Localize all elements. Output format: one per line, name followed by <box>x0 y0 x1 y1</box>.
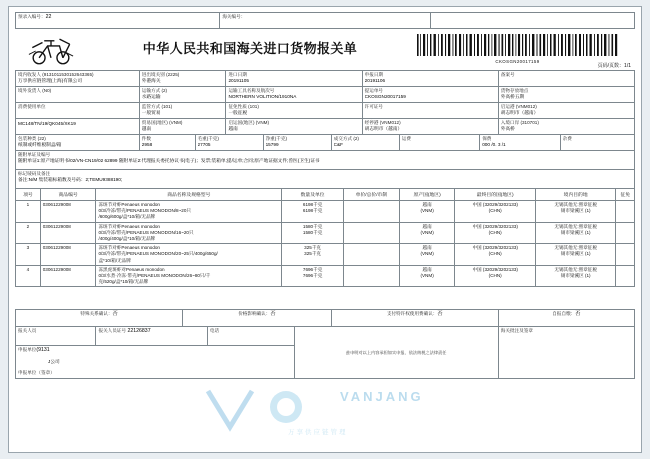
label-transport-mode: 运输方式 <box>141 88 161 93</box>
label-self-declaration: 自报自缴： <box>552 311 576 317</box>
cell-origin-country: 越南 (VNM) <box>399 265 455 287</box>
field-entry-port <box>498 119 634 135</box>
value-domestic-consignee-code: (9131011530152643365) <box>42 72 94 77</box>
label-royalty-payment: 支付特许权使用费确认： <box>386 311 438 317</box>
cell-goods-name: 冻斑节对虾Penaeus monodon 0/3/冷冻/带壳/PENAEUS MONODON/20~25只/400g/650g/ 盒*10/箱/无品牌 <box>96 244 282 266</box>
field-departure-port <box>498 103 634 119</box>
cell-price-currency <box>344 265 400 287</box>
prerecord-no-value: 22 <box>45 14 52 20</box>
label-trade-country: 贸易国(地区) <box>141 120 168 125</box>
barcode <box>415 34 620 64</box>
value-domestic-consignee-name: 万享供应链管理(上海)有限公司 <box>18 78 83 84</box>
cell-levy-exemption <box>616 222 635 244</box>
field-overseas-consignor <box>16 87 140 103</box>
value-customs-district-name: 外港海关 <box>141 78 161 84</box>
field-package-count <box>139 135 195 151</box>
label-insurance: 保费 <box>482 136 492 141</box>
field-record-no <box>498 71 634 87</box>
cell-hs-code: 03061229008 <box>40 222 96 244</box>
label-declare-unit-seal: 申报单位（签章） <box>18 369 55 375</box>
value-transport-mode-name: 水路运输 <box>141 94 161 100</box>
field-domestic-consignee <box>16 71 140 87</box>
cell-goods-name: 冻斑节对虾Penaeus monodon 0/3/冷冻/带壳/PENAEUS MONODON/8~20只 /600g/600g/盒*10/箱/无品牌 <box>96 201 282 223</box>
field-trade-country <box>139 119 226 135</box>
cell-final-dest-country: 中国 (32029/3202133) (CHN) <box>455 265 535 287</box>
label-package-count: 件数 <box>141 136 151 141</box>
weight-row <box>16 135 635 151</box>
cell-domestic-dest: 无锡其他无:照章征税 锡市梁溪区 (1) <box>535 222 615 244</box>
field-declare-date <box>362 71 498 87</box>
prerecord-no-label: 预录入编号： <box>18 14 46 19</box>
col-levy-exemption: 征免 <box>616 189 635 201</box>
top-reference-row <box>15 12 635 29</box>
cell-domestic-dest: 无锡其他无:照章征税 锡市梁溪区 (1) <box>535 265 615 287</box>
value-transport-mode-code: (2) <box>161 88 168 93</box>
label-levy-exemption: 征免性质 <box>228 104 247 109</box>
label-declarant-id: 报关人员证号 <box>98 328 127 334</box>
form-header <box>15 30 635 70</box>
label-marks-remarks: 标记唛码及备注 <box>18 171 51 176</box>
label-customs-district: 进出境关别 <box>141 72 165 77</box>
label-bill-of-lading: 提运单号 <box>364 88 384 93</box>
value-self-declaration: 否 <box>575 311 581 318</box>
label-departure-port: 启运港 <box>500 104 515 109</box>
value-entry-port-code: (310701) <box>520 120 539 125</box>
field-vessel-voyage <box>226 87 362 103</box>
cell-hs-code: 03061229008 <box>40 201 96 223</box>
value-company-name: J公司 <box>48 358 60 364</box>
field-transit-port <box>362 119 498 135</box>
company-watermark <box>190 381 490 437</box>
label-gross-weight: 毛重(千克) <box>197 136 219 141</box>
value-transit-port-code: (VNM012) <box>379 120 401 125</box>
value-net-weight: 15799 <box>265 142 279 148</box>
field-insurance <box>480 135 560 151</box>
label-package-type: 包装种类 <box>18 136 37 141</box>
col-domestic-dest: 境内目的地 <box>535 189 615 201</box>
label-deal-method: 成交方式 <box>333 136 353 141</box>
cell-goods-name: 冻黑虎斑虾对Penaeus monodon 0/3/水煮·冷冻·带壳/PENAEUS MONODON/26~80只/千 克/520g/盒*10/箱/无品牌 <box>96 265 282 287</box>
label-storage-location: 货物存放地点 <box>500 88 529 93</box>
value-vessel-voyage: NORTHERN VOLITION/1910NA <box>228 94 297 100</box>
value-declare-unit: (9131 <box>36 347 50 354</box>
value-declarant-id: 22126837 <box>127 328 151 335</box>
value-deal-method-name: C&F <box>333 142 344 148</box>
field-gross-weight <box>195 135 263 151</box>
label-vessel-voyage: 运输工具名称及航次号 <box>228 88 275 93</box>
cell-hs-code: 03061229008 <box>40 244 96 266</box>
value-marks-remarks: 备注:N/M 集装箱标箱数及号码：2;TEMU9388190; <box>18 177 123 183</box>
cell-quantity-unit: 6198千克 6198千克 <box>282 201 344 223</box>
value-declaration-statement: 兹申明对以上内容承担如实申报、依法纳税之法律责任 <box>345 349 447 355</box>
cell-quantity-unit: 1580千克 1580千克 <box>282 222 344 244</box>
col-item-no: 项号 <box>16 189 41 201</box>
table-row <box>16 244 635 266</box>
cell-origin-country: 越南 (VNM) <box>399 244 455 266</box>
cell-levy-exemption <box>616 244 635 266</box>
field-bill-of-lading <box>362 87 498 103</box>
value-package-type-code: (22) <box>37 136 46 141</box>
value-deal-method-code: (2) <box>353 136 359 141</box>
field-import-date <box>226 71 362 87</box>
field-row-2 <box>16 87 635 103</box>
signature-grid <box>15 326 635 379</box>
cell-origin-country: 越南 (VNM) <box>399 201 455 223</box>
field-royalty-payment <box>331 310 498 327</box>
table-row <box>16 222 635 244</box>
cell-origin-country: 越南 (VNM) <box>399 222 455 244</box>
label-misc-fee: 杂费 <box>562 136 572 141</box>
label-freight: 运费 <box>401 136 411 141</box>
field-supervision-mode <box>139 103 226 119</box>
cell-hs-code: 03061229008 <box>40 265 96 287</box>
field-package-type <box>16 135 140 151</box>
label-declare-unit: 申报单位 <box>18 347 37 353</box>
value-price-influence: 否 <box>270 311 276 318</box>
value-levy-exemption-name: 一般征税 <box>228 110 248 116</box>
cell-quantity-unit: 7696千克 7696千克 <box>282 265 344 287</box>
field-departure-country <box>226 119 362 135</box>
customs-no-label: 海关编号： <box>222 14 246 19</box>
label-consumer-unit: 消费使用单位 <box>18 104 46 109</box>
field-special-relationship <box>16 310 183 327</box>
col-origin-country: 原产国(地区) <box>399 189 455 201</box>
value-insurance: 000 /0. 3 /1 <box>482 142 506 148</box>
label-entry-port: 入境口岸 <box>500 120 520 125</box>
watermark-text: 万享供应链管理 <box>288 429 348 436</box>
header-fields-grid <box>15 70 635 135</box>
col-price-currency: 单价/总价/币制 <box>344 189 400 201</box>
watermark-brand: VANJANG <box>340 389 424 404</box>
value-supervision-mode-code: (101) <box>161 104 173 109</box>
cell-domestic-dest: 无锡其他无:照章征税 锡市梁溪区 (1) <box>535 201 615 223</box>
col-hs-code: 商品编号 <box>40 189 96 201</box>
field-declarant-id <box>96 327 207 346</box>
goods-header-row <box>16 189 635 201</box>
value-package-count: 2958 <box>141 142 153 148</box>
label-domestic-consignee: 境内收发人 <box>18 72 41 77</box>
label-declare-date: 申报日期 <box>364 72 384 77</box>
value-import-date: 20191105 <box>228 78 249 84</box>
field-consumer-unit <box>16 103 140 119</box>
cell-final-dest-country: 中国 (32029/3202133) (CHN) <box>455 201 535 223</box>
field-marks-remarks <box>16 170 635 189</box>
declaration-form-page <box>8 6 642 453</box>
value-customs-district-code: (2225) <box>166 72 180 77</box>
field-price-influence <box>183 310 332 327</box>
field-net-weight <box>263 135 331 151</box>
field-misc-fee <box>560 135 634 151</box>
field-row-4 <box>16 119 635 135</box>
confirmation-grid <box>15 309 635 327</box>
page-title: 中华人民共和国海关进口货物报关单 <box>142 41 358 56</box>
goods-table <box>15 188 635 287</box>
label-phone: 电话 <box>209 328 220 334</box>
cell-item-no: 4 <box>16 265 41 287</box>
label-attachments: 随附单证及编号 <box>18 152 51 157</box>
field-declarant <box>16 327 96 346</box>
value-entry-port-name: 外高桥 <box>500 126 515 132</box>
field-storage-location <box>498 87 634 103</box>
field-freight <box>399 135 479 151</box>
customs-emblem-icon <box>25 34 77 68</box>
cell-goods-name: 冻斑节对虾Penaeus monodon 0/3/冷冻/带壳/PENAEUS MONODON/16~20只 /400g/400g/盒*10/箱/无品牌 <box>96 222 282 244</box>
table-row <box>16 201 635 223</box>
attachments-grid <box>15 150 635 189</box>
value-special-relationship: 否 <box>112 311 118 318</box>
col-goods-name: 商品名称及规格型号 <box>96 189 282 201</box>
field-transport-mode <box>139 87 226 103</box>
label-price-influence: 价格影响确认： <box>238 311 271 317</box>
label-transit-port: 经停港 <box>364 120 379 125</box>
value-trade-country-code: (VNM) <box>169 120 183 125</box>
cell-levy-exemption <box>616 201 635 223</box>
cell-final-dest-country: 中国 (32029/3202133) (CHN) <box>455 244 535 266</box>
label-import-date: 进口日期 <box>228 72 247 77</box>
declaration-statement <box>294 327 498 379</box>
cell-item-no: 2 <box>16 222 41 244</box>
field-levy-exemption <box>226 103 362 119</box>
label-overseas-consignor: 境外发货人 <box>18 88 41 93</box>
label-departure-country: 启运国(地区) <box>228 120 255 125</box>
cell-item-no: 1 <box>16 201 41 223</box>
value-overseas-consignor-code: (N0) <box>42 88 52 93</box>
value-declare-date: 20191106 <box>364 78 386 84</box>
cell-price-currency <box>344 222 400 244</box>
value-bill-of-lading: CKOSGN20017159 <box>364 94 406 100</box>
cell-levy-exemption <box>616 265 635 287</box>
field-customs-endorsement <box>498 327 634 379</box>
field-self-declaration <box>498 310 634 327</box>
value-levy-exemption-code: (101) <box>248 104 259 109</box>
field-contract-no <box>16 119 140 135</box>
field-phone <box>207 327 294 346</box>
label-license-no: 许可证号 <box>364 104 384 109</box>
value-gross-weight: 27705 <box>197 142 211 148</box>
label-customs-endorsement: 海关批注及签章 <box>500 328 533 334</box>
field-customs-district <box>139 71 226 87</box>
col-final-dest-country: 最终目的国(地区) <box>455 189 535 201</box>
value-storage-location: 外高桥五期 <box>500 94 525 100</box>
value-departure-country-name: 越南 <box>228 126 238 132</box>
value-attachments: 随附单证1:原产地证明书/02/VN-CN19/02 62899 随附单证2:代理报关委托协议书(电子)；发票;装箱单;提/运单;合同;原产地证据文件;兽医(卫生)证书 <box>18 158 320 164</box>
label-special-relationship: 特殊关系确认： <box>80 311 113 317</box>
field-deal-method <box>331 135 399 151</box>
cell-price-currency <box>344 201 400 223</box>
field-declare-unit <box>16 346 295 379</box>
value-package-type-name: 纸制或纤维板制盒/箱 <box>18 142 62 148</box>
page-number: 页码/页数：1/1 <box>597 63 631 69</box>
table-row <box>16 265 635 287</box>
label-supervision-mode: 监管方式 <box>141 104 161 109</box>
field-attachments <box>16 151 635 170</box>
cell-domestic-dest: 无锡其他无:照章征税 锡市梁溪区 (1) <box>535 244 615 266</box>
value-departure-port-name: 胡志明市（越南） <box>500 110 539 116</box>
field-row-3 <box>16 103 635 119</box>
cell-item-no: 3 <box>16 244 41 266</box>
value-departure-port-code: (VNM012) <box>515 104 537 109</box>
col-quantity-unit: 数量及单位 <box>282 189 344 201</box>
label-declarant: 报关人员 <box>18 328 37 334</box>
cell-final-dest-country: 中国 (32029/3202133) (CHN) <box>455 222 535 244</box>
label-net-weight: 净重(千克) <box>265 136 288 141</box>
cell-price-currency <box>344 244 400 266</box>
barcode-number: CKOSGN20017159 <box>495 59 540 64</box>
value-trade-country-name: 越南 <box>141 126 152 132</box>
label-record-no: 备案号 <box>500 72 515 77</box>
packing-weight-grid <box>15 134 635 151</box>
value-contract-no: MC148/TN/19/QK045/XK19 <box>18 120 76 126</box>
field-row-1 <box>16 71 635 87</box>
value-transit-port-name: 胡志明市（越南） <box>364 126 403 132</box>
cell-quantity-unit: 325千克 325千克 <box>282 244 344 266</box>
value-royalty-payment: 否 <box>437 311 443 318</box>
field-license-no <box>362 103 498 119</box>
value-departure-country-code: (VNM) <box>255 120 270 125</box>
value-supervision-mode-name: 一般贸易 <box>141 110 161 116</box>
